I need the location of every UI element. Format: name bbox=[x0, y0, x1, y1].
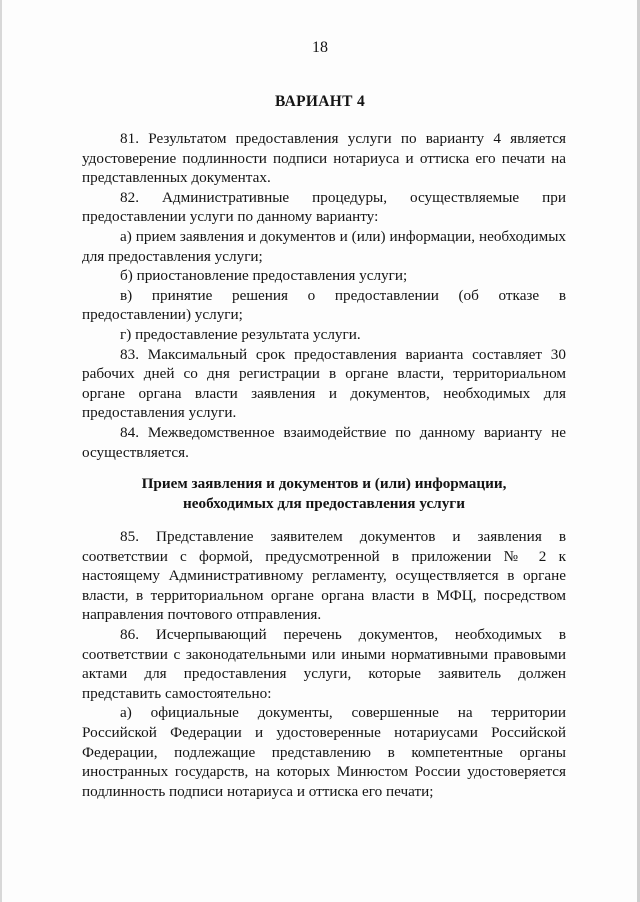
paragraph-85: 85. Представление заявителем документов и заявления в соответствии с формой, предусмотренной в приложении № 2 к настоящему Административному регламенту, осуществляется в органе власти, в территориальном органе органа власти в МФЦ, посредством направления почтового отправления. bbox=[82, 528, 566, 624]
section-application-intake bbox=[82, 527, 566, 801]
paragraph-84: 84. Межведомственное взаимодействие по данному варианту не осуществляется. bbox=[82, 423, 566, 461]
list-item-g: г) предоставление результата услуги. bbox=[120, 325, 361, 343]
variant-heading: ВАРИАНТ 4 bbox=[275, 93, 365, 110]
section-variant-4-procedures bbox=[82, 129, 566, 462]
paragraph-81: 81. Результатом предоставления услуги по варианту 4 является удостоверение подлинности подписи нотариуса и оттиска его печати на представленных документах. bbox=[82, 130, 566, 187]
subheading-line-2: необходимых для предоставления услуги bbox=[183, 494, 465, 512]
list-item-official-documents: а) официальные документы, совершенные на территории Российской Федерации и удостоверенные нотариусами Российской Федерации, подлежащие представлению в компетентные органы иностранных государств, на которых Минюстом России удостоверяется подлинность подписи нотариуса и оттиска его печати; bbox=[82, 704, 566, 800]
list-item-v: в) принятие решения о предоставлении (об отказе в предоставлении) услуги; bbox=[82, 286, 566, 324]
list-item-b: б) приостановление предоставления услуги; bbox=[120, 267, 408, 285]
scan-edge-left bbox=[0, 0, 2, 902]
paragraph-82: 82. Административные процедуры, осуществляемые при предоставлении услуги по данному варианту: bbox=[82, 188, 566, 226]
section-subheading bbox=[82, 474, 566, 513]
paragraph-83: 83. Максимальный срок предоставления варианта составляет 30 рабочих дней со дня регистрации в органе власти, территориальном органе органа власти заявления и документов, необходимых для предоставления услуги. bbox=[82, 345, 566, 422]
list-item-a: а) прием заявления и документов и (или) информации, необходимых для предоставления услуги; bbox=[82, 227, 566, 265]
paragraph-86: 86. Исчерпывающий перечень документов, необходимых в соответствии с законодательными или иными нормативными правовыми актами для предоставления услуги, которые заявитель должен представить самостоятельно: bbox=[82, 625, 566, 702]
subheading-line-1: Прием заявления и документов и (или) информации, bbox=[141, 475, 507, 492]
page-number: 18 bbox=[312, 39, 328, 56]
